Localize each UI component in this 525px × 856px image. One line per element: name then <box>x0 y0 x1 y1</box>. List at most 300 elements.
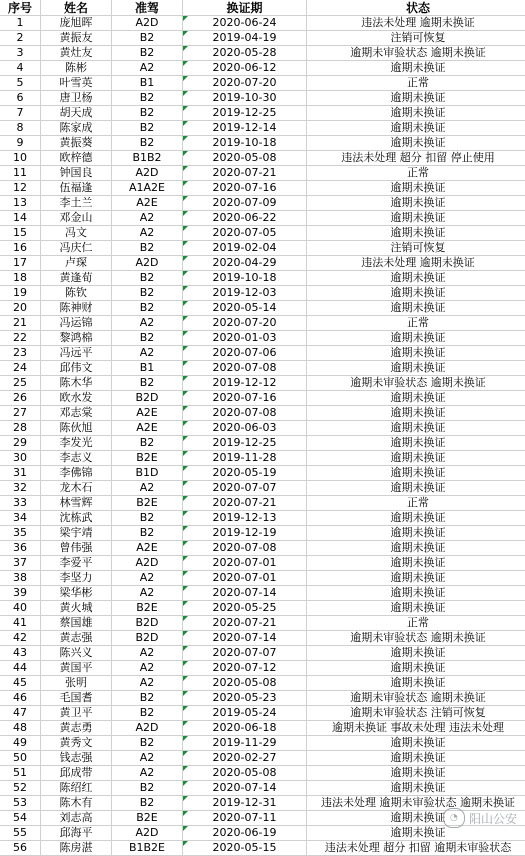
cell-status: 逾期未换证 <box>307 121 525 136</box>
cell-renewal-date: 2020-07-21 <box>183 496 307 511</box>
table-row <box>0 706 525 721</box>
cell-name: 邓金山 <box>41 211 112 226</box>
cell-status: 正常 <box>307 496 525 511</box>
cell-name: 邱伟文 <box>41 361 112 376</box>
cell-renewal-date: 2019-12-12 <box>183 376 307 391</box>
cell-license-class: A2E <box>112 406 183 421</box>
cell-name: 陈绍红 <box>41 781 112 796</box>
cell-seq: 2 <box>0 31 41 46</box>
cell-name: 李爱平 <box>41 556 112 571</box>
table-row <box>0 316 525 331</box>
cell-license-class: A2 <box>112 766 183 781</box>
cell-renewal-date: 2020-07-16 <box>183 181 307 196</box>
cell-seq: 52 <box>0 781 41 796</box>
cell-seq: 26 <box>0 391 41 406</box>
cell-status: 逾期未换证 <box>307 91 525 106</box>
cell-name: 冯远平 <box>41 346 112 361</box>
cell-license-class: A2D <box>112 16 183 31</box>
cell-name: 李坚力 <box>41 571 112 586</box>
cell-license-class: B2E <box>112 811 183 826</box>
cell-name: 冯庆仁 <box>41 241 112 256</box>
cell-license-class: B2 <box>112 736 183 751</box>
table-row <box>0 751 525 766</box>
cell-license-class: B2 <box>112 46 183 61</box>
cell-status: 违法未处理 逾期未换证 <box>307 256 525 271</box>
table-row <box>0 781 525 796</box>
cell-status: 正常 <box>307 616 525 631</box>
cell-license-class: B1D <box>112 466 183 481</box>
cell-renewal-date: 2019-05-24 <box>183 706 307 721</box>
cell-seq: 16 <box>0 241 41 256</box>
table-row <box>0 31 525 46</box>
cell-name: 李志义 <box>41 451 112 466</box>
cell-license-class: A2D <box>112 256 183 271</box>
cell-seq: 4 <box>0 61 41 76</box>
cell-seq: 49 <box>0 736 41 751</box>
cell-renewal-date: 2020-07-21 <box>183 166 307 181</box>
wechat-logo-icon: ◔ <box>443 808 465 828</box>
cell-status: 逾期未审验状态 逾期未换证 <box>307 376 525 391</box>
cell-seq: 25 <box>0 376 41 391</box>
cell-seq: 39 <box>0 586 41 601</box>
cell-status: 逾期未审验状态 逾期未换证 <box>307 631 525 646</box>
cell-renewal-date: 2020-05-14 <box>183 301 307 316</box>
cell-renewal-date: 2019-12-25 <box>183 436 307 451</box>
cell-renewal-date: 2019-10-30 <box>183 91 307 106</box>
cell-license-class: B1B2E <box>112 841 183 856</box>
cell-renewal-date: 2020-07-07 <box>183 481 307 496</box>
table-row <box>0 766 525 781</box>
cell-name: 梁华彬 <box>41 586 112 601</box>
table-row <box>0 61 525 76</box>
table-row <box>0 541 525 556</box>
watermark <box>443 808 517 828</box>
cell-seq: 54 <box>0 811 41 826</box>
cell-renewal-date: 2020-07-05 <box>183 226 307 241</box>
cell-renewal-date: 2020-07-08 <box>183 541 307 556</box>
cell-renewal-date: 2020-02-27 <box>183 751 307 766</box>
cell-renewal-date: 2020-06-12 <box>183 61 307 76</box>
cell-status: 逾期未换证 <box>307 271 525 286</box>
header-seq: 序号 <box>0 0 41 16</box>
cell-renewal-date: 2020-07-01 <box>183 571 307 586</box>
cell-status: 逾期未审验状态 逾期未换证 <box>307 691 525 706</box>
cell-seq: 41 <box>0 616 41 631</box>
cell-seq: 46 <box>0 691 41 706</box>
cell-renewal-date: 2019-04-19 <box>183 31 307 46</box>
cell-seq: 14 <box>0 211 41 226</box>
cell-seq: 40 <box>0 601 41 616</box>
cell-license-class: B2 <box>112 706 183 721</box>
cell-license-class: B2 <box>112 301 183 316</box>
cell-status: 逾期未换证 <box>307 451 525 466</box>
cell-license-class: B2E <box>112 451 183 466</box>
cell-seq: 50 <box>0 751 41 766</box>
cell-license-class: A2D <box>112 826 183 841</box>
cell-status: 逾期未换证 <box>307 346 525 361</box>
cell-license-class: A2E <box>112 421 183 436</box>
table-row <box>0 421 525 436</box>
cell-seq: 37 <box>0 556 41 571</box>
cell-renewal-date: 2020-05-25 <box>183 601 307 616</box>
cell-name: 林雪辉 <box>41 496 112 511</box>
cell-seq: 17 <box>0 256 41 271</box>
table-row <box>0 391 525 406</box>
table-row <box>0 631 525 646</box>
cell-seq: 6 <box>0 91 41 106</box>
table-row <box>0 376 525 391</box>
cell-seq: 53 <box>0 796 41 811</box>
cell-renewal-date: 2020-05-08 <box>183 151 307 166</box>
cell-name: 陈神财 <box>41 301 112 316</box>
cell-license-class: B2 <box>112 271 183 286</box>
cell-renewal-date: 2020-05-08 <box>183 766 307 781</box>
cell-seq: 3 <box>0 46 41 61</box>
cell-license-class: B2E <box>112 601 183 616</box>
cell-status: 逾期未换证 <box>307 661 525 676</box>
cell-seq: 28 <box>0 421 41 436</box>
cell-name: 陈家成 <box>41 121 112 136</box>
cell-name: 陈兴义 <box>41 646 112 661</box>
cell-renewal-date: 2020-05-28 <box>183 46 307 61</box>
cell-status: 逾期未换证 <box>307 466 525 481</box>
cell-name: 黄秀文 <box>41 736 112 751</box>
cell-seq: 22 <box>0 331 41 346</box>
cell-status: 逾期未换证 <box>307 601 525 616</box>
cell-name: 黄卫平 <box>41 706 112 721</box>
cell-name: 李土兰 <box>41 196 112 211</box>
table-row <box>0 121 525 136</box>
cell-status: 逾期未换证 <box>307 391 525 406</box>
cell-renewal-date: 2020-07-01 <box>183 556 307 571</box>
table-row <box>0 361 525 376</box>
table-row <box>0 196 525 211</box>
table-row <box>0 601 525 616</box>
cell-status: 违法未处理 超分 扣留 逾期未审验状态 <box>307 841 525 856</box>
cell-status: 逾期未换证 <box>307 106 525 121</box>
table-row <box>0 436 525 451</box>
cell-license-class: A2E <box>112 541 183 556</box>
cell-name: 沈栋武 <box>41 511 112 526</box>
cell-seq: 20 <box>0 301 41 316</box>
table-row <box>0 556 525 571</box>
cell-renewal-date: 2020-07-14 <box>183 781 307 796</box>
table-row <box>0 136 525 151</box>
cell-license-class: B2D <box>112 616 183 631</box>
cell-name: 黄振葵 <box>41 136 112 151</box>
cell-name: 胡天成 <box>41 106 112 121</box>
cell-status: 逾期未换证 <box>307 511 525 526</box>
cell-license-class: B2 <box>112 376 183 391</box>
cell-license-class: B2 <box>112 241 183 256</box>
cell-status: 逾期未换证 <box>307 406 525 421</box>
header-license-class: 准驾 <box>112 0 183 16</box>
cell-status: 逾期未换证 <box>307 526 525 541</box>
cell-renewal-date: 2020-06-24 <box>183 16 307 31</box>
cell-status: 逾期未换证 <box>307 736 525 751</box>
cell-renewal-date: 2020-07-08 <box>183 406 307 421</box>
table-row <box>0 46 525 61</box>
cell-seq: 56 <box>0 841 41 856</box>
cell-license-class: B2 <box>112 796 183 811</box>
cell-name: 黄国平 <box>41 661 112 676</box>
cell-seq: 47 <box>0 706 41 721</box>
table-row <box>0 301 525 316</box>
cell-license-class: A2D <box>112 556 183 571</box>
table-row <box>0 76 525 91</box>
cell-renewal-date: 2020-06-22 <box>183 211 307 226</box>
cell-license-class: A2 <box>112 346 183 361</box>
cell-renewal-date: 2020-05-19 <box>183 466 307 481</box>
watermark-text: 阳山公安 <box>468 811 517 826</box>
cell-status: 逾期未换证 <box>307 676 525 691</box>
cell-seq: 51 <box>0 766 41 781</box>
cell-name: 黄振友 <box>41 31 112 46</box>
cell-seq: 36 <box>0 541 41 556</box>
table-row <box>0 226 525 241</box>
cell-license-class: A2 <box>112 211 183 226</box>
table-row <box>0 481 525 496</box>
cell-status: 逾期未换证 事故未处理 违法未处理 <box>307 721 525 736</box>
cell-license-class: B1 <box>112 76 183 91</box>
table-row <box>0 466 525 481</box>
cell-license-class: B1B2 <box>112 151 183 166</box>
cell-name: 梁宇靖 <box>41 526 112 541</box>
cell-license-class: B2D <box>112 391 183 406</box>
cell-seq: 43 <box>0 646 41 661</box>
cell-renewal-date: 2020-06-03 <box>183 421 307 436</box>
cell-renewal-date: 2019-10-18 <box>183 136 307 151</box>
cell-license-class: B2 <box>112 436 183 451</box>
cell-renewal-date: 2020-07-16 <box>183 391 307 406</box>
cell-status: 违法未处理 逾期未换证 <box>307 16 525 31</box>
table-row <box>0 691 525 706</box>
cell-renewal-date: 2020-04-29 <box>183 256 307 271</box>
cell-name: 李佛锦 <box>41 466 112 481</box>
cell-license-class: A2D <box>112 166 183 181</box>
cell-name: 冯文 <box>41 226 112 241</box>
cell-license-class: A2 <box>112 751 183 766</box>
cell-status: 违法未处理 超分 扣留 停止使用 <box>307 151 525 166</box>
cell-renewal-date: 2019-12-31 <box>183 796 307 811</box>
cell-name: 邱海平 <box>41 826 112 841</box>
cell-seq: 31 <box>0 466 41 481</box>
table-row <box>0 211 525 226</box>
cell-renewal-date: 2020-07-14 <box>183 586 307 601</box>
table-row <box>0 586 525 601</box>
cell-renewal-date: 2020-07-09 <box>183 196 307 211</box>
cell-seq: 38 <box>0 571 41 586</box>
table-row <box>0 676 525 691</box>
cell-license-class: B1 <box>112 361 183 376</box>
cell-name: 陈木华 <box>41 376 112 391</box>
cell-status: 逾期未换证 <box>307 181 525 196</box>
cell-status: 逾期未换证 <box>307 766 525 781</box>
cell-seq: 33 <box>0 496 41 511</box>
table-row <box>0 511 525 526</box>
cell-license-class: B2 <box>112 526 183 541</box>
table-row <box>0 286 525 301</box>
cell-license-class: A2 <box>112 481 183 496</box>
cell-name: 陈木有 <box>41 796 112 811</box>
table-row <box>0 181 525 196</box>
cell-name: 钱志强 <box>41 751 112 766</box>
cell-license-class: A2 <box>112 661 183 676</box>
cell-renewal-date: 2020-07-14 <box>183 631 307 646</box>
cell-name: 李发光 <box>41 436 112 451</box>
table-row <box>0 661 525 676</box>
cell-seq: 23 <box>0 346 41 361</box>
cell-name: 黄志勇 <box>41 721 112 736</box>
cell-status: 逾期未换证 <box>307 436 525 451</box>
cell-name: 刘志高 <box>41 811 112 826</box>
cell-renewal-date: 2019-12-03 <box>183 286 307 301</box>
table-row <box>0 166 525 181</box>
cell-license-class: A2 <box>112 571 183 586</box>
table-row <box>0 16 525 31</box>
cell-renewal-date: 2019-11-29 <box>183 736 307 751</box>
cell-license-class: A2 <box>112 226 183 241</box>
cell-renewal-date: 2020-07-21 <box>183 616 307 631</box>
cell-license-class: B2 <box>112 286 183 301</box>
cell-seq: 55 <box>0 826 41 841</box>
cell-status: 逾期未换证 <box>307 811 525 826</box>
cell-name: 毛国耆 <box>41 691 112 706</box>
cell-name: 陈伙旭 <box>41 421 112 436</box>
cell-renewal-date: 2020-06-19 <box>183 826 307 841</box>
table-row <box>0 616 525 631</box>
table-row <box>0 91 525 106</box>
cell-name: 黎鸿棉 <box>41 331 112 346</box>
cell-seq: 5 <box>0 76 41 91</box>
cell-renewal-date: 2019-12-25 <box>183 106 307 121</box>
cell-renewal-date: 2020-07-12 <box>183 661 307 676</box>
cell-status: 逾期未换证 <box>307 571 525 586</box>
table-row <box>0 151 525 166</box>
cell-license-class: B2E <box>112 496 183 511</box>
header-status: 状态 <box>307 0 525 16</box>
cell-seq: 8 <box>0 121 41 136</box>
cell-seq: 15 <box>0 226 41 241</box>
cell-seq: 35 <box>0 526 41 541</box>
cell-status: 违法未处理 逾期未审验状态 逾期未换证 <box>307 796 525 811</box>
cell-status: 逾期未换证 <box>307 361 525 376</box>
cell-status: 逾期未审验状态 逾期未换证 <box>307 46 525 61</box>
table-row <box>0 736 525 751</box>
table-row <box>0 271 525 286</box>
cell-name: 邓志棠 <box>41 406 112 421</box>
cell-status: 逾期未换证 <box>307 61 525 76</box>
cell-renewal-date: 2020-07-20 <box>183 316 307 331</box>
cell-status: 逾期未换证 <box>307 826 525 841</box>
cell-license-class: A1A2E <box>112 181 183 196</box>
cell-name: 黄逢荀 <box>41 271 112 286</box>
cell-seq: 29 <box>0 436 41 451</box>
cell-seq: 24 <box>0 361 41 376</box>
cell-license-class: B2 <box>112 136 183 151</box>
cell-renewal-date: 2020-07-07 <box>183 646 307 661</box>
cell-name: 叶雪英 <box>41 76 112 91</box>
table-row <box>0 406 525 421</box>
cell-seq: 21 <box>0 316 41 331</box>
cell-renewal-date: 2019-11-28 <box>183 451 307 466</box>
cell-status: 注销可恢复 <box>307 241 525 256</box>
cell-seq: 30 <box>0 451 41 466</box>
cell-renewal-date: 2020-05-15 <box>183 841 307 856</box>
cell-license-class: A2 <box>112 646 183 661</box>
cell-name: 黄志强 <box>41 631 112 646</box>
header-name: 姓名 <box>41 0 112 16</box>
cell-name: 龙木石 <box>41 481 112 496</box>
cell-name: 陈房湛 <box>41 841 112 856</box>
cell-status: 逾期未换证 <box>307 481 525 496</box>
cell-name: 黄灶友 <box>41 46 112 61</box>
cell-name: 伍福逢 <box>41 181 112 196</box>
cell-name: 钟国良 <box>41 166 112 181</box>
cell-license-class: B2 <box>112 106 183 121</box>
cell-renewal-date: 2019-10-18 <box>183 271 307 286</box>
table-row <box>0 241 525 256</box>
cell-renewal-date: 2019-12-14 <box>183 121 307 136</box>
cell-license-class: B2 <box>112 31 183 46</box>
cell-name: 陈彬 <box>41 61 112 76</box>
cell-seq: 1 <box>0 16 41 31</box>
cell-renewal-date: 2020-05-23 <box>183 691 307 706</box>
cell-status: 逾期未换证 <box>307 751 525 766</box>
cell-name: 庞旭晖 <box>41 16 112 31</box>
cell-seq: 42 <box>0 631 41 646</box>
cell-name: 陈钦 <box>41 286 112 301</box>
cell-status: 逾期未换证 <box>307 421 525 436</box>
cell-seq: 48 <box>0 721 41 736</box>
table-row <box>0 571 525 586</box>
cell-name: 唐卫杨 <box>41 91 112 106</box>
cell-status: 逾期未换证 <box>307 541 525 556</box>
table-row <box>0 451 525 466</box>
cell-name: 张明 <box>41 676 112 691</box>
cell-renewal-date: 2019-12-19 <box>183 526 307 541</box>
cell-renewal-date: 2020-07-06 <box>183 346 307 361</box>
cell-status: 逾期未换证 <box>307 331 525 346</box>
cell-license-class: A2 <box>112 586 183 601</box>
cell-renewal-date: 2020-05-08 <box>183 676 307 691</box>
cell-license-class: A2E <box>112 196 183 211</box>
table-row <box>0 721 525 736</box>
cell-status: 逾期未换证 <box>307 196 525 211</box>
cell-name: 欧水发 <box>41 391 112 406</box>
cell-status: 逾期未换证 <box>307 556 525 571</box>
cell-license-class: A2 <box>112 676 183 691</box>
table-row <box>0 256 525 271</box>
cell-status: 逾期未换证 <box>307 211 525 226</box>
cell-status: 正常 <box>307 166 525 181</box>
cell-seq: 11 <box>0 166 41 181</box>
cell-status: 正常 <box>307 76 525 91</box>
header-row <box>0 0 525 16</box>
cell-name: 曾伟强 <box>41 541 112 556</box>
cell-seq: 13 <box>0 196 41 211</box>
cell-renewal-date: 2020-07-11 <box>183 811 307 826</box>
table-row <box>0 646 525 661</box>
cell-status: 逾期未换证 <box>307 286 525 301</box>
cell-renewal-date: 2019-02-04 <box>183 241 307 256</box>
cell-license-class: B2D <box>112 631 183 646</box>
cell-name: 冯运锦 <box>41 316 112 331</box>
cell-status: 逾期未换证 <box>307 781 525 796</box>
table-row <box>0 841 525 856</box>
cell-seq: 7 <box>0 106 41 121</box>
table-body <box>0 16 525 856</box>
